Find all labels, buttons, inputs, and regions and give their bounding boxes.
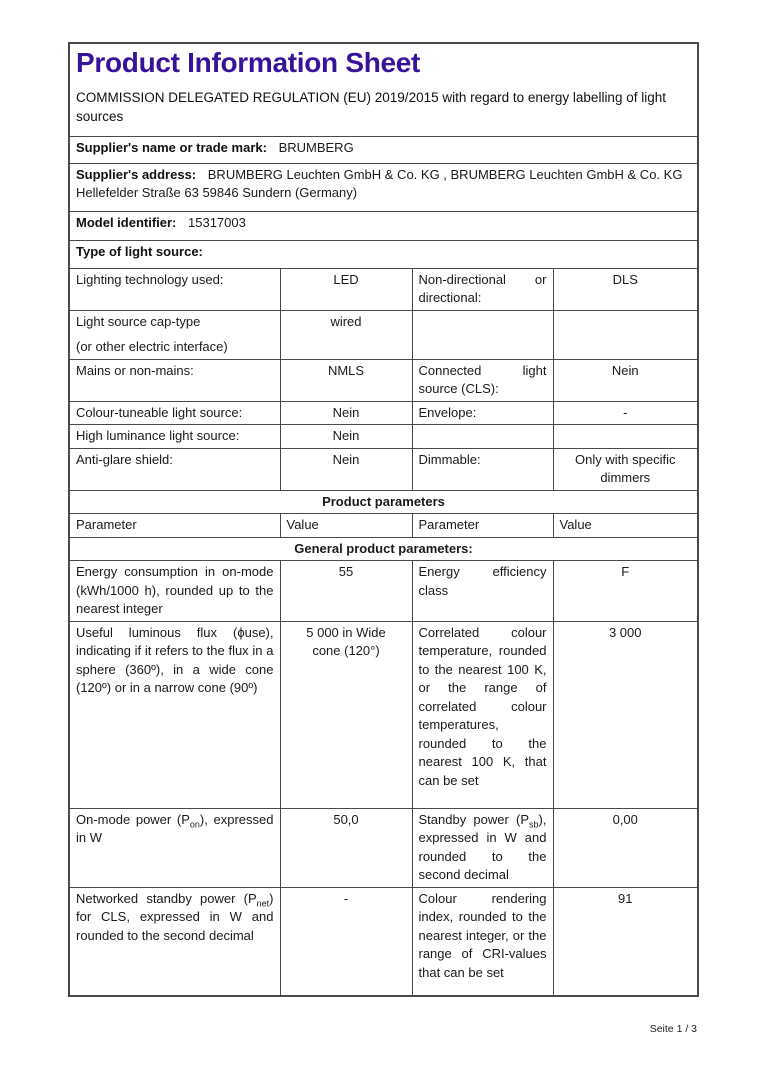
value-cell: LED (280, 268, 412, 310)
supplier-address-label: Supplier's address: (76, 166, 197, 182)
column-header: Parameter (69, 514, 280, 538)
value-cell: 3 000 (553, 621, 698, 808)
section-title-product-parameters: Product parameters (69, 490, 698, 514)
param-cell: Lighting technology used: (69, 268, 280, 310)
value-cell: F (553, 561, 698, 622)
table-row (69, 887, 698, 996)
table-row (69, 425, 698, 449)
page-title: Product Information Sheet (76, 47, 421, 78)
value-cell: - (553, 401, 698, 425)
param-cell: Colour rendering index, rounded to the nearest integer, or the range of CRI-values that can be set (412, 887, 553, 996)
page-number: Seite 1 / 3 (649, 1023, 697, 1035)
table-row (69, 359, 698, 401)
table-row (69, 621, 698, 808)
value-cell: 55 (280, 561, 412, 622)
column-header: Parameter (412, 514, 553, 538)
value-cell: Only with specific dimmers (553, 448, 698, 490)
model-identifier-row (69, 211, 698, 240)
param-cell: Networked standby power $(P_{net})$ for CLS, expressed in W and rounded to the second decimal (69, 887, 280, 996)
param-cell: Useful luminous flux (ϕuse), indicating if it refers to the flux in a sphere (360º), in a wide cone (120º) or in a narrow cone (90º) (69, 621, 280, 808)
value-cell: 50,0 (280, 808, 412, 887)
type-of-light-source-heading: Type of light source: (69, 240, 698, 268)
param-cell: Light source cap-type (or other electric interface) (69, 310, 280, 359)
regulation-text: COMMISSION DELEGATED REGULATION (EU) 2019/2015 with regard to energy labelling of light sources (76, 90, 666, 124)
param-cell: Connected light source (CLS): (412, 359, 553, 401)
value-cell: Nein (553, 359, 698, 401)
supplier-name-value: BRUMBERG (278, 139, 354, 155)
table-row (69, 561, 698, 622)
table-row (69, 448, 698, 490)
value-cell (553, 310, 698, 359)
value-cell: - (280, 887, 412, 996)
value-cell: Nein (280, 448, 412, 490)
supplier-name-label: Supplier's name or trade mark: (76, 139, 267, 155)
column-header: Value (553, 514, 698, 538)
supplier-address-value: BRUMBERG Leuchten GmbH & Co. KG , BRUMBERG Leuchten GmbH & Co. KG Hellefelder Straße 63 59846 Sundern (Germany) (76, 166, 683, 200)
value-cell: Nein (280, 401, 412, 425)
param-cell: Correlated colour temperature, rounded to the nearest 100 K, or the range of correlated colour temperatures, rounded to the nearest 100 K, that can be set (412, 621, 553, 808)
model-identifier-label: Model identifier: (76, 214, 177, 230)
column-header-row (69, 514, 698, 538)
value-cell: 5 000 in Wide cone (120°) (280, 621, 412, 808)
param-cell: High luminance light source: (69, 425, 280, 449)
param-cell: Colour-tuneable light source: (69, 401, 280, 425)
param-cell: Standby power $(P_{sb})$, expressed in W and rounded to the second decimal (412, 808, 553, 887)
supplier-name-row (69, 136, 698, 163)
value-cell: Nein (280, 425, 412, 449)
param-cell (412, 310, 553, 359)
value-cell (553, 425, 698, 449)
table-row (69, 401, 698, 425)
table-row (69, 808, 698, 887)
param-cell: Mains or non-mains: (69, 359, 280, 401)
model-identifier-value: 15317003 (188, 214, 246, 230)
supplier-address-row (69, 163, 698, 211)
section-title-general-parameters: General product parameters: (69, 537, 698, 561)
param-cell: Non-directional or directional: (412, 268, 553, 310)
table-row (69, 268, 698, 310)
param-cell: Envelope: (412, 401, 553, 425)
param-cell: Dimmable: (412, 448, 553, 490)
value-cell: wired (280, 310, 412, 359)
value-cell: 0,00 (553, 808, 698, 887)
column-header: Value (280, 514, 412, 538)
header-cell (69, 43, 698, 136)
param-cell: On-mode power $(P_{on})$, expressed in W (69, 808, 280, 887)
table-row (69, 310, 698, 359)
document-table (68, 42, 699, 997)
param-cell (412, 425, 553, 449)
value-cell: NMLS (280, 359, 412, 401)
value-cell: DLS (553, 268, 698, 310)
param-cell: Energy consumption in on-mode (kWh/1000 h), rounded up to the nearest integer (69, 561, 280, 622)
product-information-sheet (68, 42, 697, 1036)
param-cell: Energy efficiency class (412, 561, 553, 622)
param-cell: Anti-glare shield: (69, 448, 280, 490)
value-cell: 91 (553, 887, 698, 996)
